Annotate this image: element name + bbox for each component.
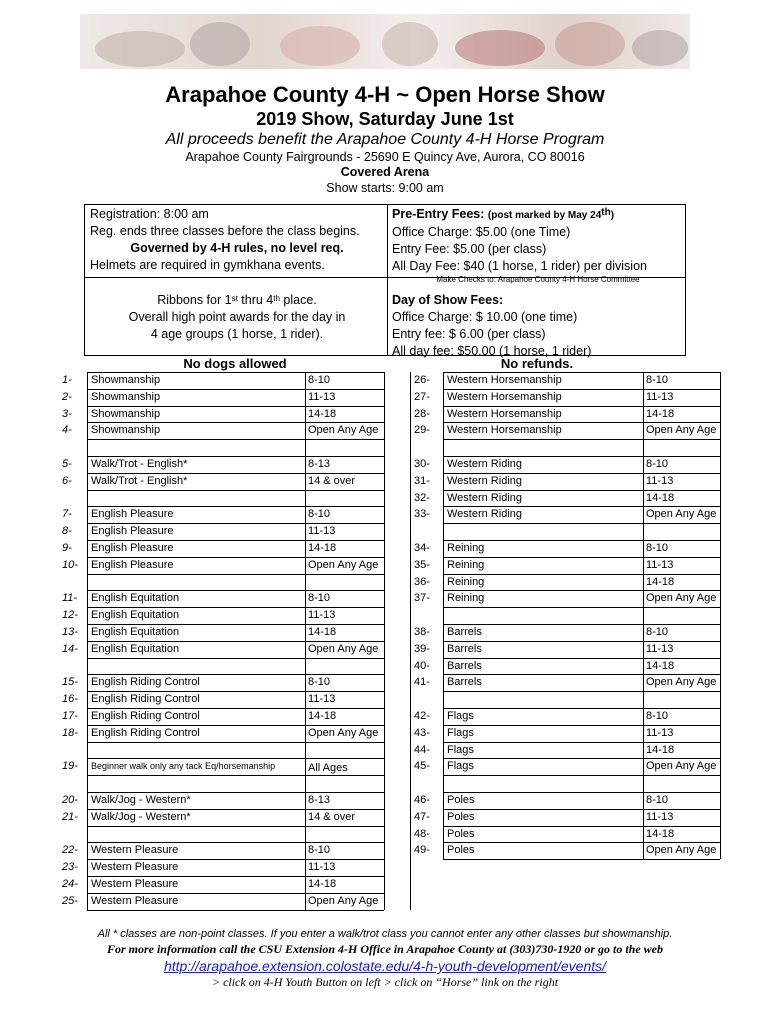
class-name: Flags [447,726,474,739]
class-number: 45- [414,760,430,773]
class-name: English Riding Control [91,676,200,689]
class-name: English Riding Control [91,693,200,706]
class-name: Western Riding [447,508,522,521]
class-number: 26- [414,374,430,386]
class-age: 11-13 [646,390,674,403]
class-name: Western Pleasure [91,861,179,874]
class-number: 39- [414,642,430,655]
class-name: Flags [447,760,474,773]
class-name: English Pleasure [91,508,174,521]
class-age: 8-10 [646,794,669,806]
class-name: Barrels [447,676,482,689]
class-name: Reining [447,542,485,554]
class-name: Barrels [447,642,482,655]
class-number: 43- [414,726,430,739]
class-number: 4- [62,424,72,437]
class-age: 11-13 [308,390,336,403]
class-number: 23- [62,861,78,874]
class-number: 34- [414,542,430,554]
more-info-line: For more information call the CSU Extension 4-H Office in Arapahoe County at (303)730-1920 or go to the web [106,942,664,956]
awards-info: Ribbons for 1st thru 4th place. Overall high point awards for the day in 4 age groups (1 horse, 1 rider). [128,293,346,341]
pre-entry-fees: Pre-Entry Fees: (post marked by May 24th) Office Charge: $5.00 (one Time) Entry Fee: $5.00 (per class) All Day Fee: $40 (1 horse, 1 rider) per division Make Checks to: Arapahoe County 4-H Horse Committee [392,207,647,284]
class-number: 41- [414,676,430,689]
class-age: Open Any Age [646,424,717,437]
class-name: Walk/Trot - English* [91,458,188,470]
class-number: 37- [414,592,430,605]
class-number: 5- [62,458,72,470]
class-name: Western Pleasure [91,894,179,907]
horse-show-banner-image [80,14,690,69]
registration-info: Registration: 8:00 am Reg. ends three classes before the class begins. Governed by 4-H rules, no level req. Helmets are required in gymkhana events. [90,207,360,272]
arena-line: Covered Arena [340,165,430,179]
no-dogs-notice: No dogs allowed [183,356,287,371]
class-number: 25- [62,894,78,907]
class-age: 11-13 [646,642,674,655]
class-number: 13- [62,626,78,638]
class-number: 19- [62,760,78,773]
class-name: Flags [447,743,474,756]
class-age: Open Any Age [646,592,717,605]
class-age: Open Any Age [646,844,717,857]
non-point-note: All * classes are non-point classes. If you enter a walk/trot class you cannot enter any other classes but showmanship. [97,928,673,940]
class-age: 8-10 [646,542,669,554]
class-age: 14-18 [308,878,337,890]
class-name: English Equitation [91,626,180,638]
class-number: 16- [62,693,78,706]
class-name: Flags [447,710,474,722]
class-age: Open Any Age [308,424,379,437]
class-age: 11-13 [308,525,336,538]
class-number: 30- [414,458,430,470]
class-age: 11-13 [646,810,674,823]
class-number: 35- [414,558,430,571]
class-number: 29- [414,424,430,437]
class-age: 14-18 [308,542,337,554]
class-number: 24- [62,878,78,890]
class-age: 8-10 [646,710,669,722]
class-number: 11- [62,592,78,605]
class-number: 36- [414,575,430,588]
class-name: Poles [447,827,475,840]
class-age: Open Any Age [308,894,379,907]
class-age: 14-18 [646,827,675,840]
class-name: English Pleasure [91,542,174,554]
class-number: 1- [62,374,72,386]
class-name: Reining [447,575,485,588]
class-age: All Ages [308,762,348,775]
class-age: 8-10 [646,458,669,470]
class-age: 14-18 [646,491,675,504]
class-name: English Equitation [91,609,180,622]
class-number: 17- [62,710,78,722]
class-name: English Riding Control [91,710,200,722]
class-number: 3- [62,407,72,420]
class-age: 8-10 [308,508,331,521]
class-name: Western Pleasure [91,878,179,890]
class-age: 14-18 [308,710,337,722]
benefit-line: All proceeds benefit the Arapahoe County 4-H Horse Program [165,131,605,148]
class-name: Walk/Trot - English* [91,474,188,487]
class-number: 40- [414,659,430,672]
class-age: 11-13 [646,474,674,487]
class-age: 14 & over [308,810,356,823]
class-age: 11-13 [308,609,336,622]
class-number: 7- [62,508,72,521]
class-name: Poles [447,844,475,857]
class-number: 49- [414,844,430,857]
class-age: 11-13 [308,861,336,874]
class-name: English Pleasure [91,558,174,571]
class-number: 28- [414,407,430,420]
class-name: English Riding Control [91,726,200,739]
class-age: 8-13 [308,458,331,470]
class-age: 8-10 [646,374,669,386]
class-number: 44- [414,743,430,756]
class-age: Open Any Age [646,676,717,689]
class-age: 14-18 [646,743,675,756]
class-age: 8-10 [308,374,331,386]
navigation-instructions: > click on 4-H Youth Button on left > click on “Horse” link on the right [211,975,559,989]
class-name: Walk/Jog - Western* [91,794,191,806]
class-number: 27- [414,390,430,403]
class-number: 21- [62,810,78,823]
class-number: 33- [414,508,430,521]
class-name: English Equitation [91,592,180,605]
class-number: 2- [62,390,72,403]
class-name: Barrels [447,659,482,672]
class-number: 31- [414,474,430,487]
class-name: Poles [447,810,475,823]
fees-info-box [84,204,686,356]
class-age: 14 & over [308,474,356,487]
class-age: 14-18 [646,575,675,588]
class-age: 11-13 [308,693,336,706]
class-name: Western Riding [447,474,522,487]
class-age: 8-10 [646,626,669,638]
class-name: Showmanship [91,424,161,437]
class-name: Western Horsemanship [447,424,562,437]
class-name: Western Riding [447,491,522,504]
class-number: 42- [414,710,430,722]
class-age: 8-10 [308,676,331,689]
class-age: 11-13 [646,558,674,571]
class-number: 14- [62,642,78,655]
class-age: Open Any Age [308,558,379,571]
class-number: 48- [414,827,430,840]
events-link[interactable]: http://arapahoe.extension.colostate.edu/4-h-youth-development/events/ [163,958,607,974]
class-name: Poles [447,794,475,806]
class-age: Open Any Age [308,726,379,739]
class-name: Reining [447,558,485,571]
page-subtitle: 2019 Show, Saturday June 1st [256,109,514,129]
class-number: 20- [62,794,78,806]
class-name: Western Horsemanship [447,407,562,420]
page-title: Arapahoe County 4-H ~ Open Horse Show [165,82,605,107]
class-number: 38- [414,626,430,638]
class-number: 15- [62,676,78,689]
class-number: 9- [62,542,72,554]
class-name: Beginner walk only any tack Eq/horsemanship [91,761,276,772]
class-age: 14-18 [646,407,675,420]
class-age: Open Any Age [308,642,379,655]
class-age: Open Any Age [646,508,717,521]
class-age: 8-13 [308,794,331,806]
class-name: Barrels [447,626,482,638]
class-age: 11-13 [646,726,674,739]
class-age: 8-10 [308,844,331,857]
class-age: 14-18 [308,626,337,638]
class-number: 47- [414,810,430,823]
class-name: English Equitation [91,642,180,655]
class-number: 18- [62,726,78,739]
day-of-show-fees: Day of Show Fees: Office Charge: $ 10.00 (one time) Entry fee: $ 6.00 (per class) All day fee: $50.00 (1 horse, 1 rider) [392,293,592,358]
class-name: Reining [447,592,485,605]
class-name: Western Riding [447,458,522,470]
class-number: 22- [62,844,78,857]
class-name: Showmanship [91,407,161,420]
class-age: 8-10 [308,592,331,605]
class-name: Western Horsemanship [447,374,562,386]
class-name: English Pleasure [91,525,174,538]
class-age: Open Any Age [646,760,717,773]
class-number: 10- [62,558,78,571]
class-name: Walk/Jog - Western* [91,810,191,823]
class-name: Showmanship [91,374,161,386]
class-name: Showmanship [91,390,161,403]
class-number: 46- [414,794,430,806]
class-number: 12- [62,609,78,622]
no-refunds-notice: No refunds. [500,356,574,371]
class-number: 32- [414,491,430,504]
show-start-line: Show starts: 9:00 am [326,181,444,195]
class-age: 14-18 [308,407,337,420]
class-number: 6- [62,474,72,487]
class-number: 8- [62,525,72,538]
class-name: Western Horsemanship [447,390,562,403]
class-name: Western Pleasure [91,844,179,857]
location-line: Arapahoe County Fairgrounds - 25690 E Quincy Ave, Aurora, CO 80016 [185,150,585,164]
class-age: 14-18 [646,659,675,672]
